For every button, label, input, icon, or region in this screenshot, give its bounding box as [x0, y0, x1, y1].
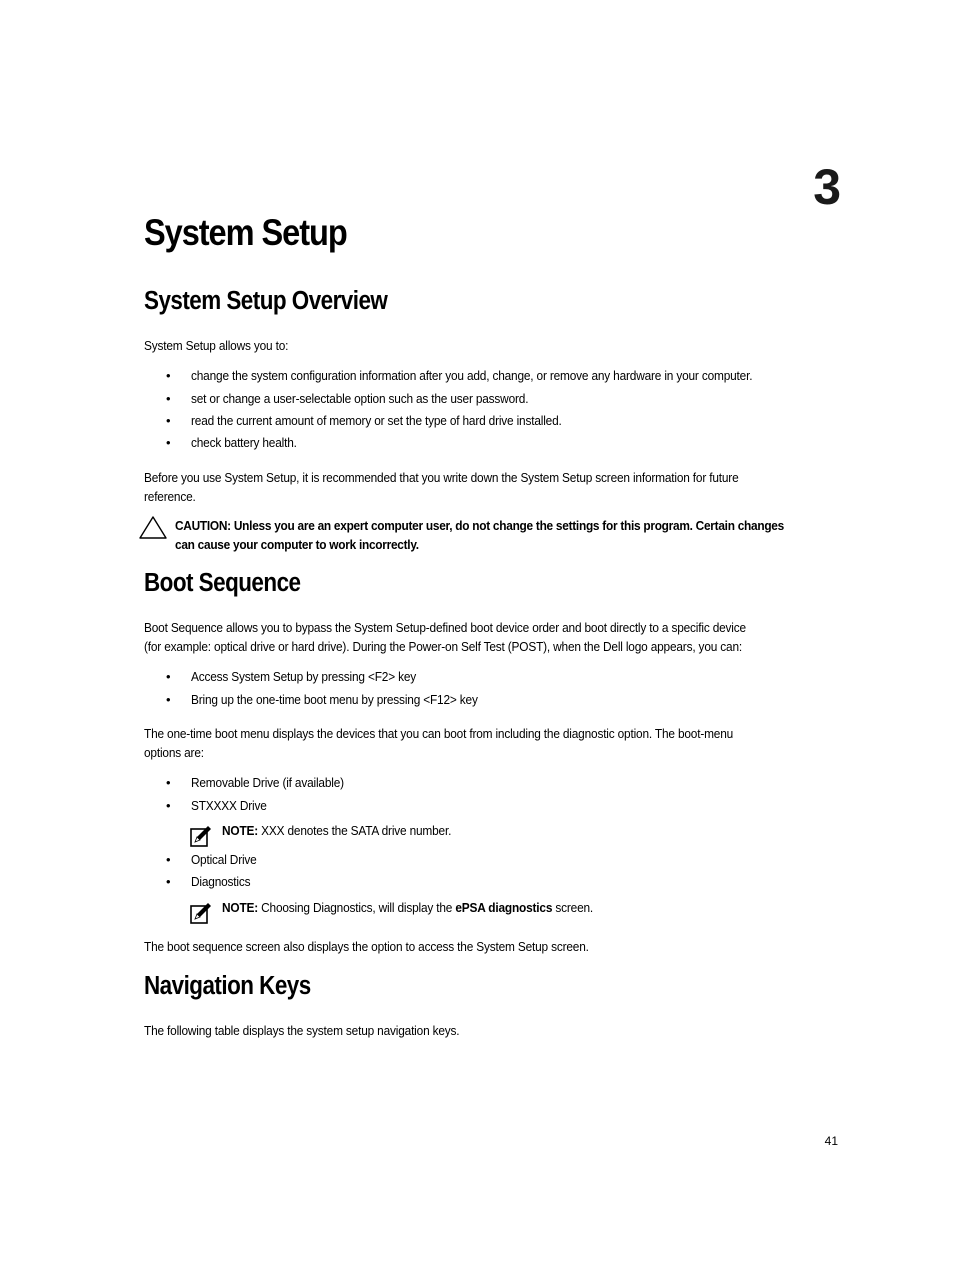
overview-intro: System Setup allows you to: — [144, 338, 289, 353]
section-heading-boot-sequence: Boot Sequence — [144, 569, 301, 597]
overview-paragraph-line-2: reference. — [144, 489, 196, 504]
bullet-icon: • — [166, 775, 171, 790]
overview-paragraph-line-1: Before you use System Setup, it is recommended that you write down the System Setup screen information for future — [144, 470, 739, 485]
boot-menu-paragraph-line-2: options are: — [144, 745, 204, 760]
boot-paragraph-line-2: (for example: optical drive or hard drive). During the Power-on Self Test (POST), when the Dell logo appears, you can: — [144, 639, 742, 654]
section-heading-overview: System Setup Overview — [144, 287, 388, 315]
bullet-icon: • — [166, 413, 171, 428]
boot-menu-paragraph-line-1: The one-time boot menu displays the devices that you can boot from including the diagnostic option. The boot-menu — [144, 726, 734, 741]
bullet-icon: • — [166, 435, 171, 450]
note-drive-number: NOTE: XXX denotes the SATA drive number. — [222, 823, 452, 838]
bullet-icon: • — [166, 368, 171, 383]
bullet-icon: • — [166, 391, 171, 406]
caution-line-2: can cause your computer to work incorrectly. — [175, 537, 419, 552]
pencil-note-icon — [190, 902, 212, 924]
boot-paragraph-line-1: Boot Sequence allows you to bypass the System Setup-defined boot device order and boot directly to a specific device — [144, 620, 746, 635]
document-page: 3 System Setup System Setup Overview System Setup allows you to: • change the system configuration information after you add, change, or remove any hardware in your computer. • set or change a user-selectable option such as the user password. • read the current amount of memory or set the type of hard drive installed. • check battery health. Before you use System Setup, it is recommended that you write down the System Setup screen information for future reference. CAUTION: Unless you are an expert computer user, do not change the settings for this program. Certain changes can cause your computer to work incorrectly. Boot Sequence Boot Sequence allows you to bypass the System Setup-defined boot device order and boot directly to a specific device (for example: optical drive or hard drive). During the Power-on Self Test (POST), when the Dell logo appears, you can: • Access System Setup by pressing <F2> key • Bring up the one-time boot menu by pressing <F12> key The one-time boot menu displays the devices that you can boot from including the diagnostic option. The boot-menu options are: • Removable Drive (if available) • STXXXX Drive NOTE: XXX denotes the SATA drive number. • Optical Drive • Diagnostics NOTE: Choosing Diagnostics, will display the ePSA diagnostics screen. The boot sequence screen also displays the option to access the System Setup screen. Navigation Keys The following table displays the system setup navigation keys. 41 — [0, 0, 954, 1268]
bullet-icon: • — [166, 669, 171, 684]
chapter-number: 3 — [813, 159, 840, 215]
bullet-icon: • — [166, 692, 171, 707]
bullet-icon: • — [166, 852, 171, 867]
bullet-icon: • — [166, 874, 171, 889]
pencil-note-icon — [190, 825, 212, 847]
page-number: 41 — [824, 1134, 838, 1148]
note-diagnostics: NOTE: Choosing Diagnostics, will display the ePSA diagnostics screen. — [222, 900, 594, 915]
navigation-intro: The following table displays the system setup navigation keys. — [144, 1023, 460, 1038]
bullet-icon: • — [166, 798, 171, 813]
caution-line-1: CAUTION: Unless you are an expert computer user, do not change the settings for this program. Certain changes — [175, 518, 784, 533]
section-heading-navigation-keys: Navigation Keys — [144, 972, 311, 1000]
warning-triangle-icon — [138, 515, 168, 540]
boot-closing-paragraph: The boot sequence screen also displays the option to access the System Setup screen. — [144, 939, 589, 954]
chapter-title: System Setup — [144, 212, 347, 253]
